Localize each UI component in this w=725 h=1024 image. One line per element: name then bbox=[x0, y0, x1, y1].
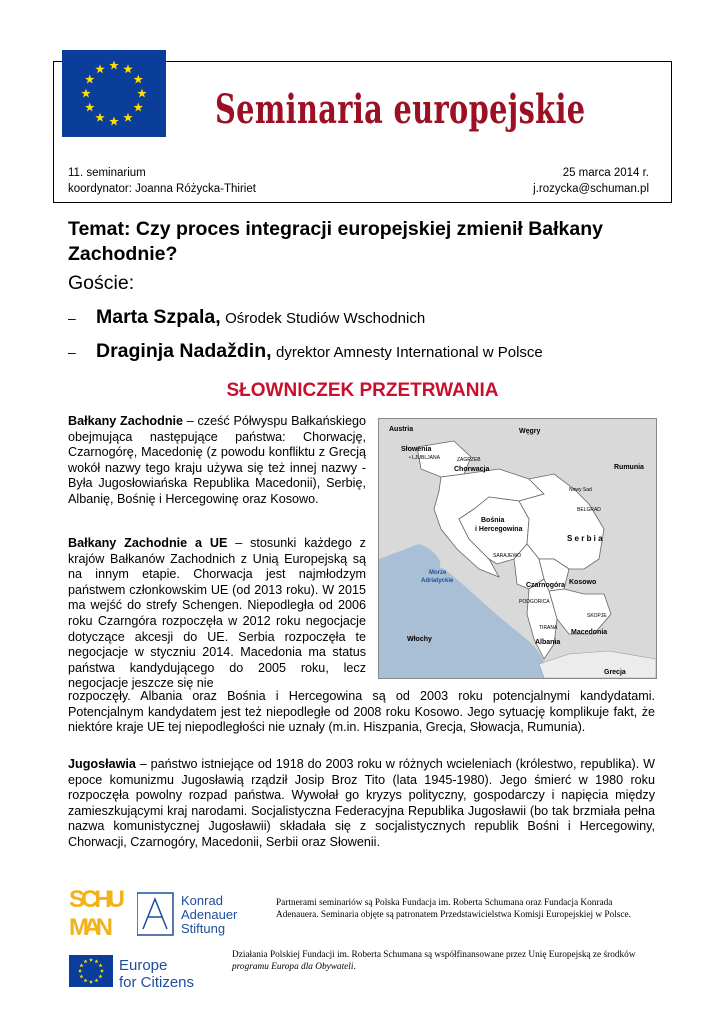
glossary-balkany bbox=[68, 414, 366, 508]
partners-text: Partnerami seminariów są Polska Fundacja im. Roberta Schumana oraz Fundacja Konrada Adenauera. Seminaria objęte są patronatem Przedstawicielstwa Komisji Europejskiej w Polsce. bbox=[276, 898, 631, 920]
guest-name: Draginja Nadaždin, bbox=[96, 340, 272, 362]
kas-logo bbox=[137, 889, 257, 944]
map-label-grecja: Grecja bbox=[604, 669, 626, 676]
map-label-austria: Austria bbox=[389, 426, 414, 433]
kas-line1: Konrad bbox=[181, 893, 223, 908]
svg-text:MAN: MAN bbox=[69, 914, 113, 940]
coordinator: koordynator: Joanna Różycka-Thiriet bbox=[68, 183, 256, 195]
definition: – państwo istniejące od 1918 do 2003 roku w różnych wcieleniach (królestwo, republika). W epoce komunizmu Jugosławią rządził Josip Broz Tito (lata 1945-1980). Jego śmierć w 1980 roku rozpoczęła powolny rozpad państwa. Wywołał go kryzys polityczny, gospodarczy i napięcia między zamieszkującymi kraj narodami. Socjalistyczna Federacyjna Republika Jugosławii (bo tak brzmiała pełna nazwa komunistycznej Jugosławii) składała się z socjalistycznych republik Bośni i Hercegowiny, Chorwacji, Czarnogóry, Macedonii, Serbii oraz Słowenii. bbox=[68, 757, 655, 849]
map-label-podgorica: PODGORICA bbox=[519, 599, 550, 605]
map-label-albania: Albania bbox=[535, 639, 561, 646]
funding-program: programu Europa dla Obywateli bbox=[232, 962, 354, 972]
map-label-wegry: Węgry bbox=[519, 428, 541, 435]
definition: – stosunki każdego z krajów Bałkanów Zachodnich z Unią Europejską są na innym etapie. Chorwacja jest najmłodzym państwem członkowskim UE (od 2013 roku). W 2015 ma wejść do strefy Schengen. Niepodległa od 2006 roku Czarngóra rozpoczęła w 2012 roku negocjacje dotyczące akcesji do UE. Serbia rozpoczęła te negocjacje w styczniu 2014. Macedonia ma status państwa kandydującego do 2005 roku, lecz negocjacje jeszcze się nie bbox=[68, 536, 366, 691]
map-label-adriatyckie: Adriatyckie bbox=[421, 578, 454, 584]
guest-role: dyrektor Amnesty International w Polsce bbox=[275, 344, 543, 361]
glossary-jugoslawia bbox=[68, 757, 655, 851]
glossary-title: SŁOWNICZEK PRZETRWANIA bbox=[226, 380, 499, 401]
coordinator-email[interactable]: j.rozycka@schuman.pl bbox=[533, 183, 649, 195]
svg-text:SCHU: SCHU bbox=[69, 886, 125, 913]
map-label-morze: Morze bbox=[429, 570, 447, 576]
map-label-czarnogora: Czarnogóra bbox=[526, 582, 565, 589]
eu-flag-icon bbox=[62, 50, 166, 137]
guest-2 bbox=[68, 340, 543, 363]
map-label-belgrad: BELGRAD bbox=[577, 507, 601, 513]
balkans-map bbox=[378, 418, 657, 679]
seminar-number: 11. seminarium bbox=[68, 167, 146, 179]
map-label-skopje: SKOPJE bbox=[587, 613, 607, 619]
term: Bałkany Zachodnie bbox=[68, 414, 184, 428]
funding-end: . bbox=[353, 962, 356, 972]
map-label-chorwacja: Chorwacja bbox=[454, 466, 490, 473]
map-label-macedonia: Macedonia bbox=[571, 629, 608, 636]
guest-role: Ośrodek Studiów Wschodnich bbox=[225, 310, 426, 327]
term: Jugosławia bbox=[68, 757, 136, 771]
seminar-date: 25 marca 2014 r. bbox=[562, 167, 649, 179]
map-label-slowenia: Słowenia bbox=[401, 446, 432, 453]
map-label-bosnia: Bośnia bbox=[481, 517, 505, 524]
efc-line2: for Citizens bbox=[119, 974, 195, 991]
topic-heading: Temat: Czy proces integracji europejskiej zmienił Bałkany Zachodnie? bbox=[68, 218, 603, 265]
map-label-kosowo: Kosowo bbox=[569, 579, 597, 586]
guest-1 bbox=[68, 306, 425, 329]
europe-for-citizens-logo bbox=[69, 951, 209, 996]
dash-bullet: – bbox=[68, 310, 76, 326]
map-label-wlochy: Włochy bbox=[407, 636, 432, 643]
map-label-hercegowina: i Hercegowina bbox=[475, 526, 523, 533]
map-label-rumunia: Rumunia bbox=[614, 464, 644, 471]
kas-line3: Stiftung bbox=[181, 921, 226, 936]
definition: – cześć Półwyspu Bałkańskiego obejmująca następujące państwa: Chorwację, Czarnogórę, Macedonię (z powodu konfliktu z Grecją wokół nazwy tego kraju używa się też innej nazwy - Była Jugosłowiańska Republika Macedonii), Serbię, Albanię, Bośnię i Hercegowinę oraz Kosowo. bbox=[68, 414, 366, 506]
map-label-sarajewo: SARAJEWO bbox=[493, 553, 522, 559]
map-label-zagrzeb: ZAGRZEB bbox=[457, 457, 481, 463]
glossary-ue-continued: rozpoczęły. Albania oraz Bośnia i Hercegowina są od 2003 roku potencjalnymi kandydatami. Potencjalnym kandydatem jest też niepodległe od 2008 roku Kosowo. Jego sytuację komplikuje fakt, że niektóre kraje UE tej niepodległości nie uznały (m.in. Hiszpania, Grecja, Słowacja, Rumunia). bbox=[68, 689, 655, 735]
efc-line1: Europe bbox=[119, 957, 168, 974]
map-label-serbia: S e r b i a bbox=[567, 534, 603, 543]
guests-label: Goście: bbox=[68, 272, 135, 294]
map-label-ljubljana: • LJUBLJANA bbox=[409, 455, 440, 461]
funding-main: Działania Polskiej Fundacji im. Roberta Schumana są współfinansowane przez Unię Europejską ze środków bbox=[232, 950, 636, 960]
schuman-logo bbox=[69, 884, 125, 940]
dash-bullet: – bbox=[68, 344, 76, 360]
map-label-nowysad: Nowy Sad bbox=[569, 487, 592, 493]
term: Bałkany Zachodnie a UE bbox=[68, 536, 228, 550]
glossary-ue bbox=[68, 536, 366, 692]
page-title: Seminaria europejskie bbox=[215, 86, 586, 133]
funding-text bbox=[232, 949, 656, 973]
guest-name: Marta Szpala, bbox=[96, 306, 221, 328]
map-label-tirana: TIRANA bbox=[539, 625, 558, 631]
kas-line2: Adenauer bbox=[181, 907, 238, 922]
